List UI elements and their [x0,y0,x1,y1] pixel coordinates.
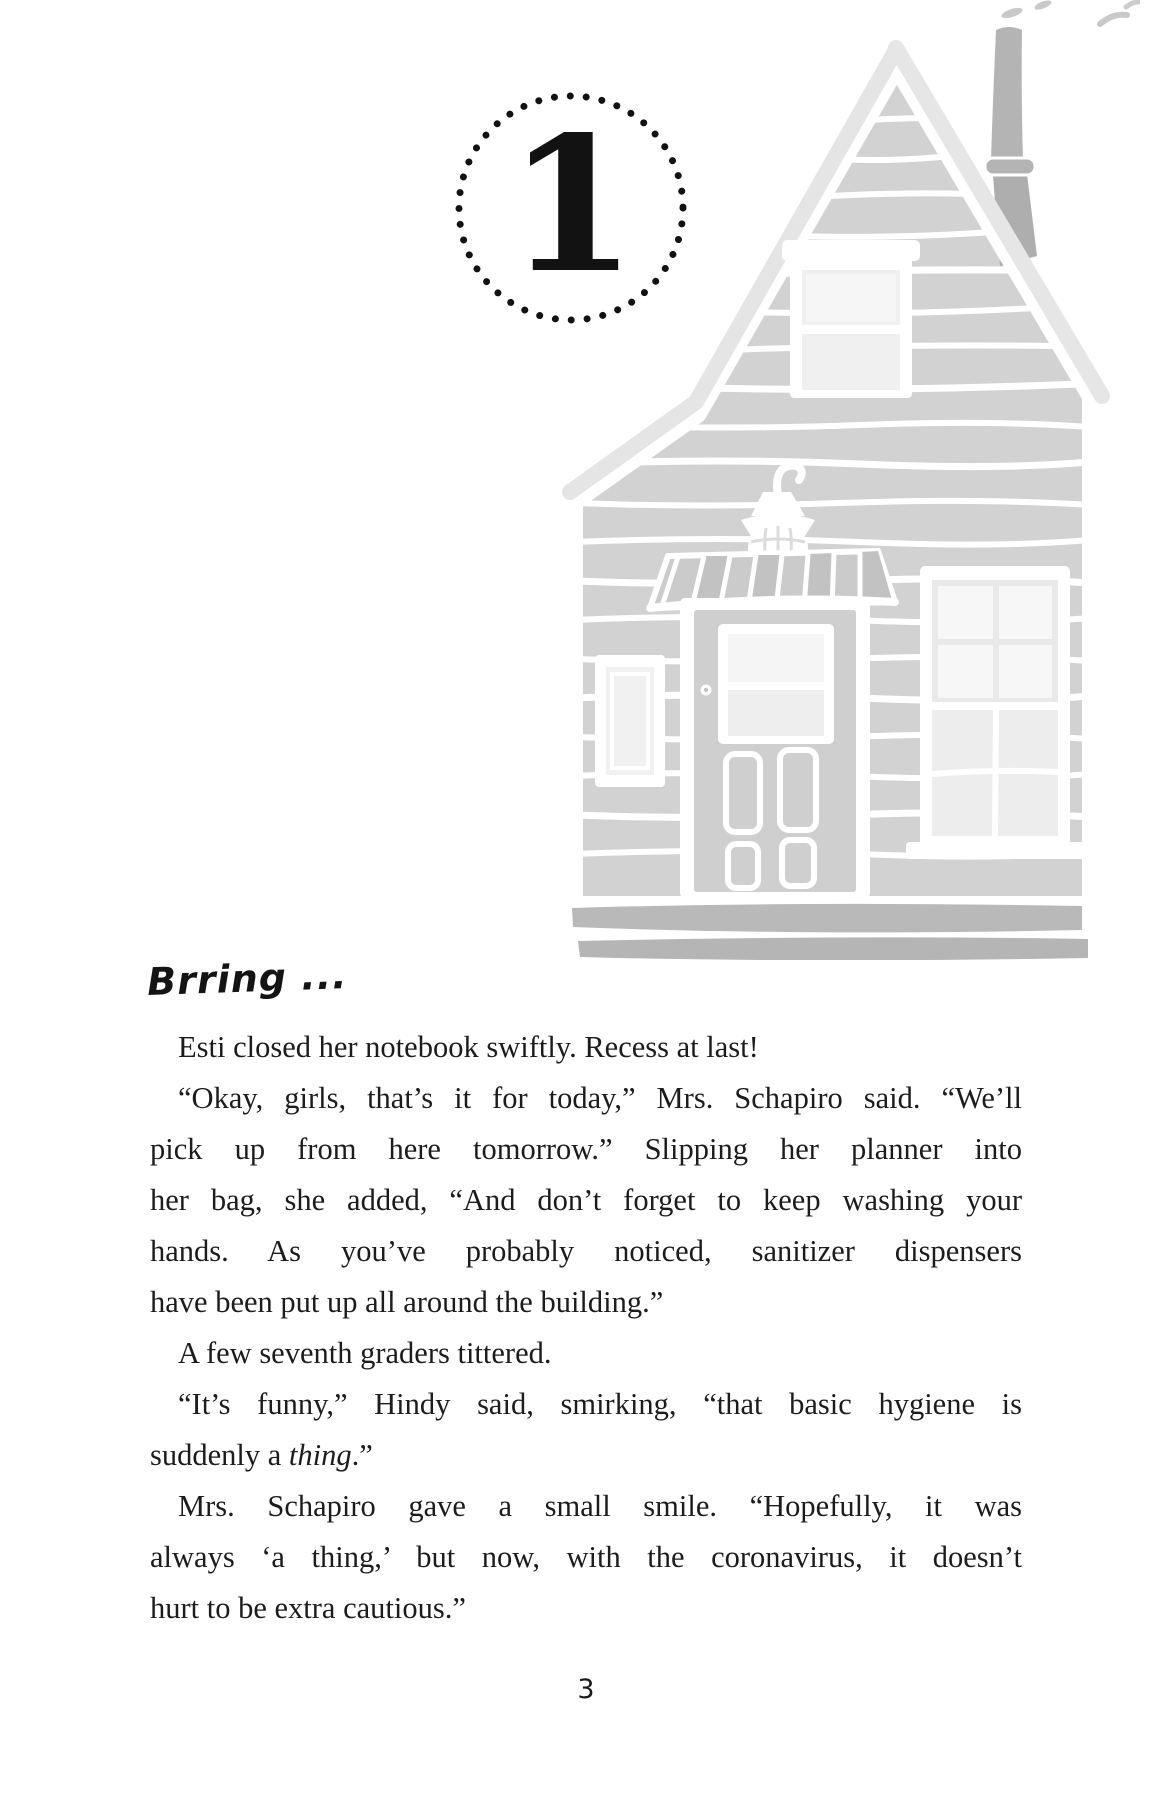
body-line: hands. As you’ve probably noticed, sanitizer dispensers [150,1234,1022,1268]
body-line: her bag, she added, “And don’t forget to keep washing your [150,1183,1022,1217]
body-line: “It’s funny,” Hindy said, smirking, “that basic hygiene is [178,1387,1022,1421]
chapter-number: 1 [507,95,637,314]
body-line: “Okay, girls, that’s it for today,” Mrs. Schapiro said. “We’ll [178,1081,1022,1115]
house-illustration [500,0,1140,960]
body-line: hurt to be extra cautious.” [150,1591,466,1625]
body-line-segment: .” [351,1438,373,1472]
body-line: A few seventh graders tittered. [178,1336,552,1370]
body-line: Esti closed her notebook swiftly. Recess at last! [178,1030,759,1064]
small-window [595,655,665,787]
smoke-icon [1000,0,1140,24]
body-line: always ‘a thing,’ but now, with the coronavirus, it doesn’t [150,1540,1022,1574]
body-line: have been put up all around the building.” [150,1285,664,1319]
window-sill [906,842,1088,859]
page-number: 3 [577,1674,595,1705]
double-hung-window [906,566,1088,859]
front-door [680,598,870,898]
body-text [150,1022,1022,1634]
body-line [150,1430,1022,1481]
body-line-segment: suddenly a [150,1438,289,1472]
body-line: pick up from here tomorrow.” Slipping her planner into [150,1132,1022,1166]
chapter-opening-heading: Brring ... [146,953,349,1004]
foundation [572,904,1088,960]
body-line: Mrs. Schapiro gave a small smile. “Hopefully, it was [178,1489,1022,1523]
body-line-italic-word: thing [288,1438,352,1472]
attic-window [782,240,920,398]
